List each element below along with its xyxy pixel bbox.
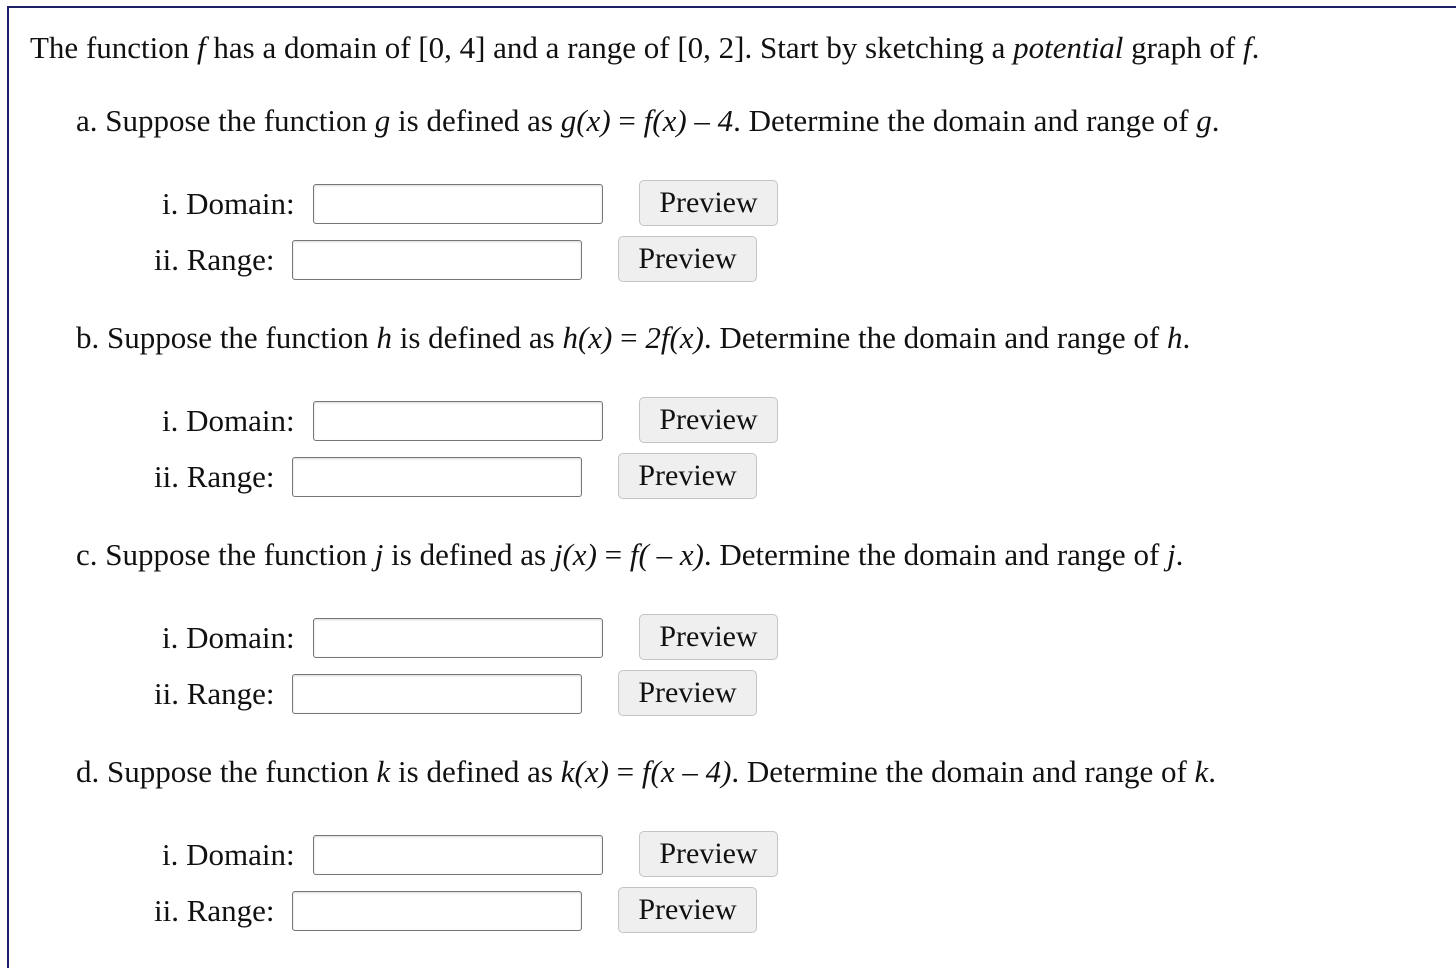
intro-text: The function [30,30,198,65]
part-d-range-input[interactable] [292,891,582,931]
part-d-range-label: ii. Range: [154,893,275,928]
part-a-range-label: ii. Range: [154,242,275,277]
intro-emphasis: potential [1013,30,1124,65]
part-d-domain-input[interactable] [313,835,603,875]
intro-function-f: f [1243,30,1252,65]
part-a-domain-input[interactable] [313,184,603,224]
part-b-range-input[interactable] [292,457,582,497]
problem-intro [30,28,1259,68]
intro-text: has a domain of [0, 4] and a range of [0, 2]. Start by sketching a [205,30,1014,65]
part-b-question: b. Suppose the function h is defined as h(x) = 2f(x). Determine the domain and range of h. [76,320,1191,355]
part-b-domain-input[interactable] [313,401,603,441]
intro-text: . [1251,30,1260,65]
part-c-domain-label: i. Domain: [162,620,295,655]
part-a-domain-preview-button[interactable]: Preview [639,180,778,226]
part-c-question: c. Suppose the function j is defined as j(x) = f( – x). Determine the domain and range of j. [76,537,1184,572]
part-a-domain-label: i. Domain: [162,186,295,221]
intro-text: graph of [1123,30,1243,65]
part-c-range-preview-button[interactable]: Preview [618,670,757,716]
part-b-range-preview-button[interactable]: Preview [618,453,757,499]
part-d-range-preview-button[interactable]: Preview [618,887,757,933]
intro-function-f: f [197,30,206,65]
part-d-domain-preview-button[interactable]: Preview [639,831,778,877]
part-b-range-label: ii. Range: [154,459,275,494]
part-b-domain-preview-button[interactable]: Preview [639,397,778,443]
part-d-domain-label: i. Domain: [162,837,295,872]
part-b-domain-label: i. Domain: [162,403,295,438]
part-a-range-preview-button[interactable]: Preview [618,236,757,282]
part-a-range-input[interactable] [292,240,582,280]
part-d-question: d. Suppose the function k is defined as k(x) = f(x – 4). Determine the domain and range of k. [76,754,1217,789]
part-a-question: a. Suppose the function g is defined as g(x) = f(x) – 4. Determine the domain and range of g. [76,103,1220,138]
part-c-domain-preview-button[interactable]: Preview [639,614,778,660]
part-c-range-label: ii. Range: [154,676,275,711]
part-c-domain-input[interactable] [313,618,603,658]
part-c-range-input[interactable] [292,674,582,714]
